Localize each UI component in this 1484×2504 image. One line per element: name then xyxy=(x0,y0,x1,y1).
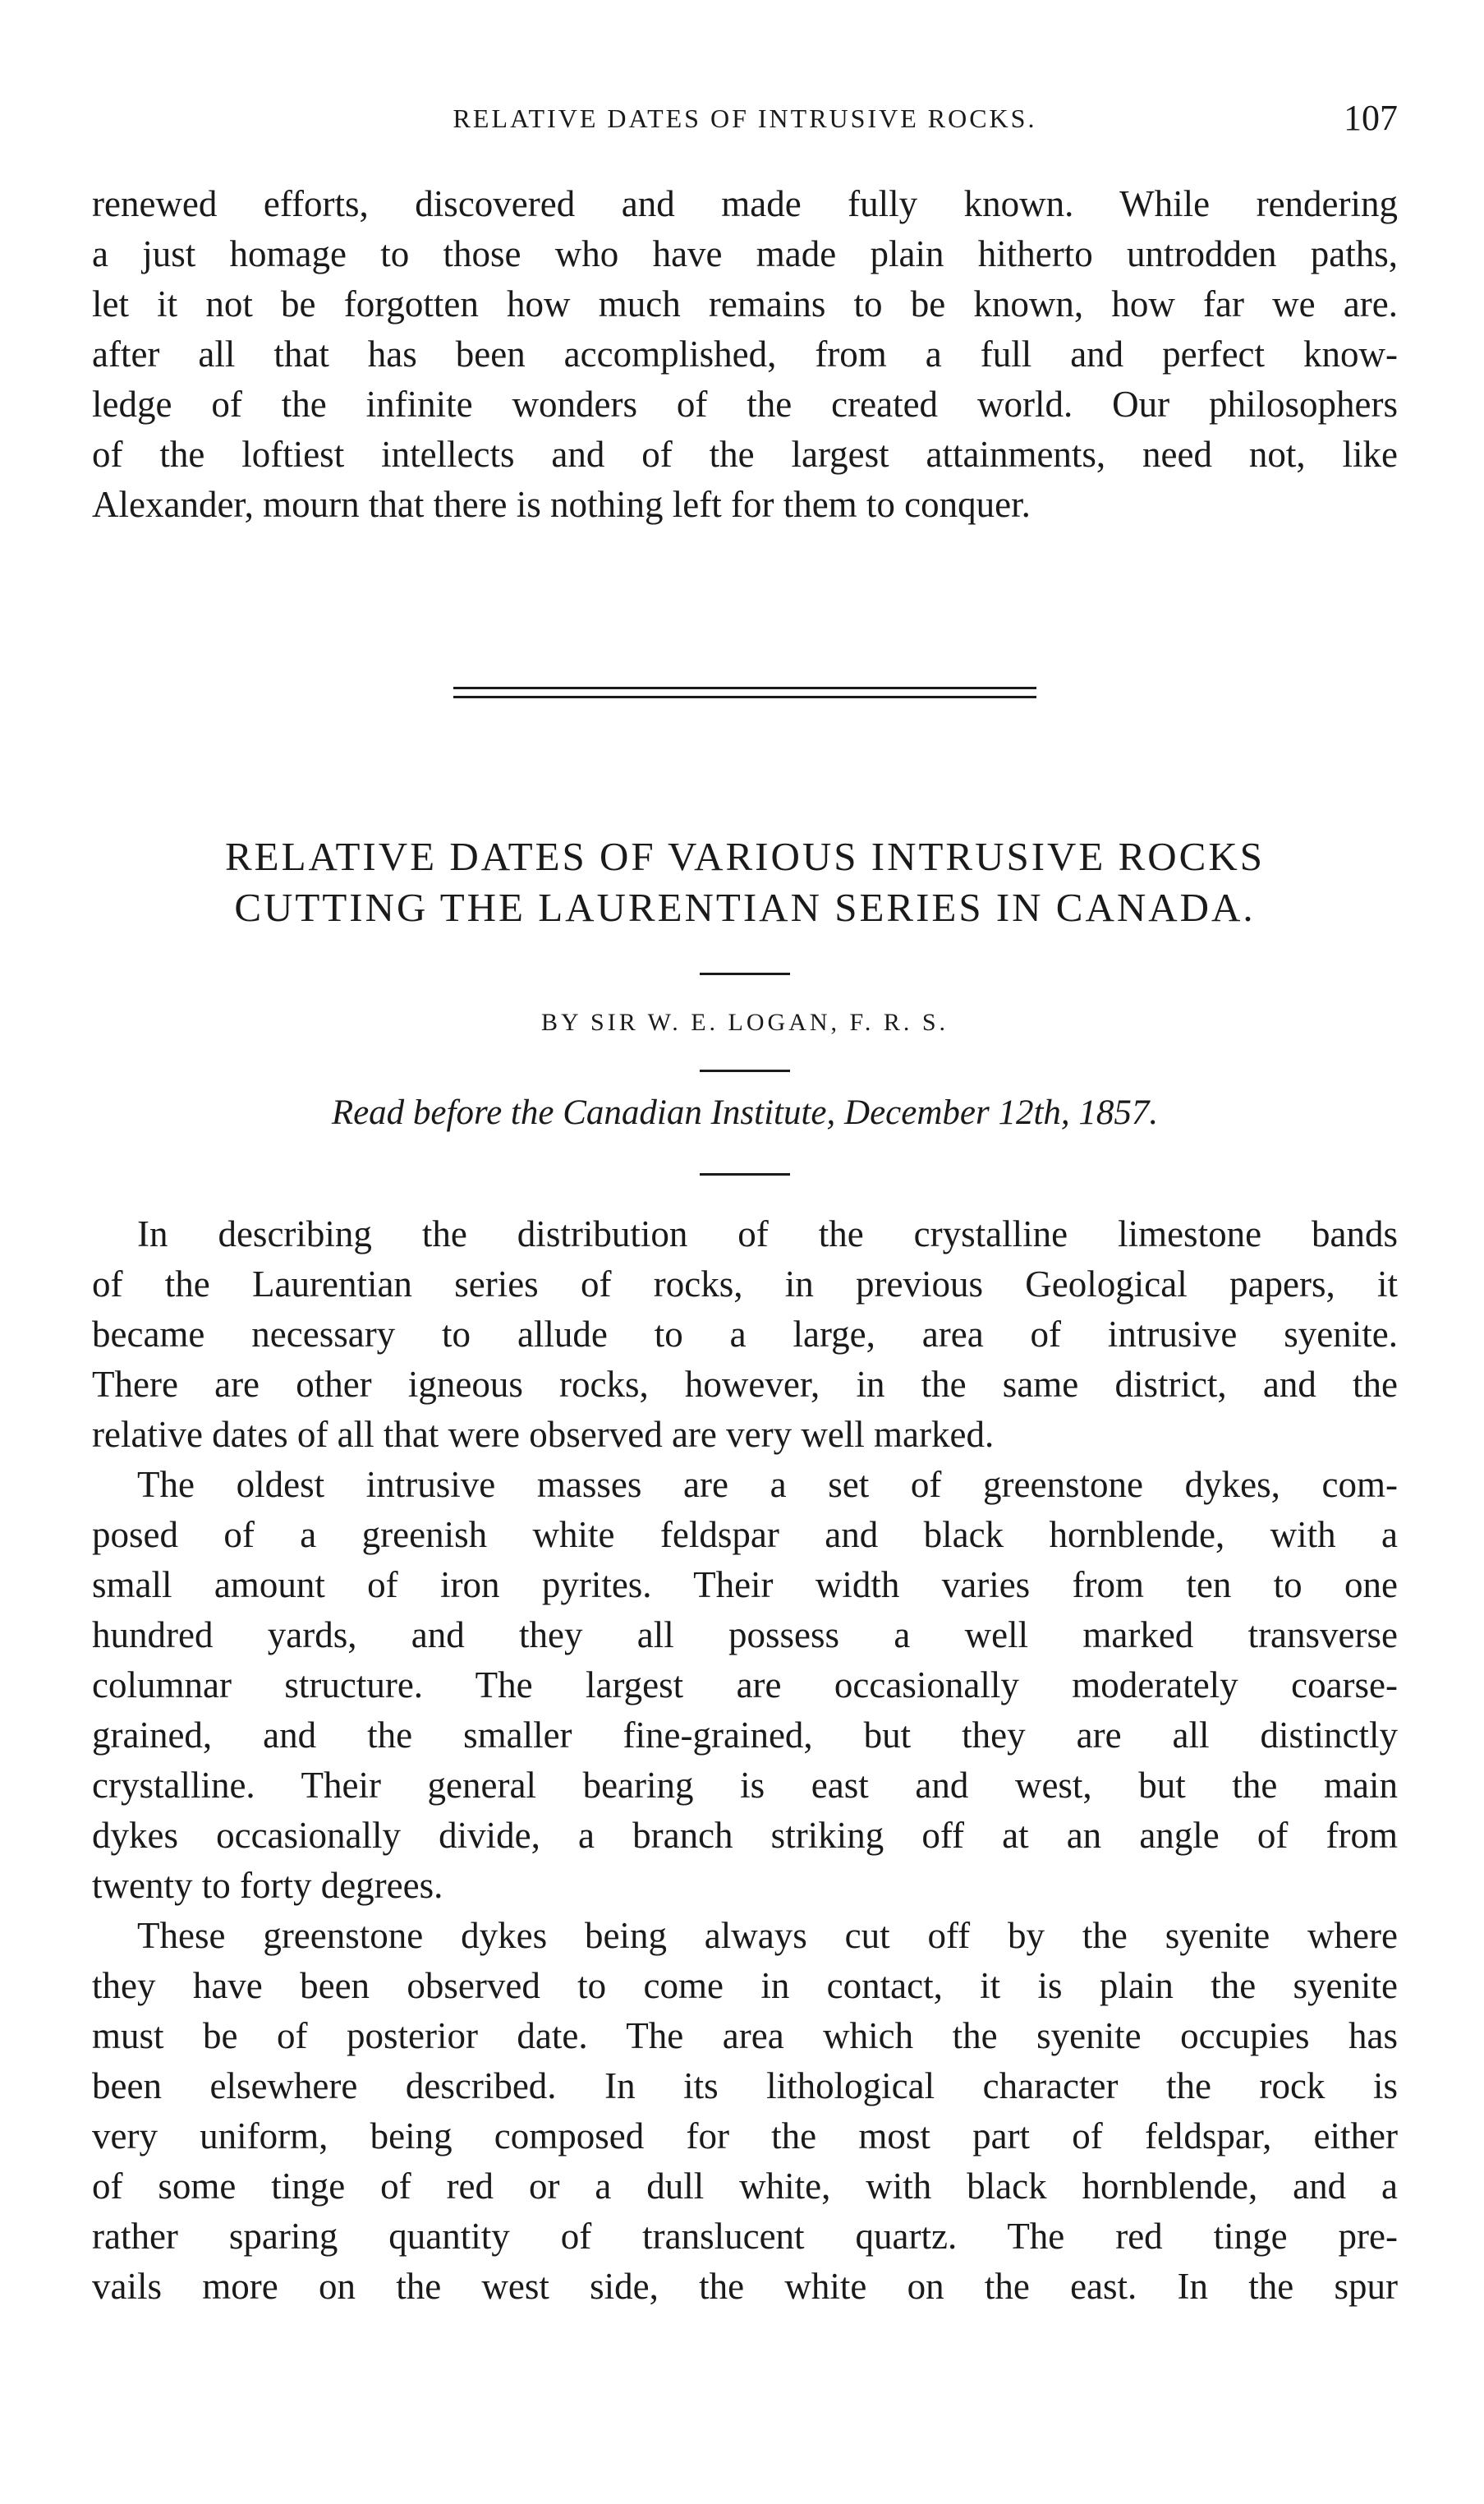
text-line: grained, and the smaller fine-grained, but they are all distinctly xyxy=(92,1715,1398,1756)
text-line: they have been observed to come in contact, it is plain the syenite xyxy=(92,1965,1398,2006)
text-line: small amount of iron pyrites. Their width varies from ten to one xyxy=(92,1564,1398,1605)
text-line: crystalline. Their general bearing is east and west, but the main xyxy=(92,1765,1398,1806)
text-line: relative dates of all that were observed are very well marked. xyxy=(92,1414,995,1455)
title-line: RELATIVE DATES OF VARIOUS INTRUSIVE ROCKS xyxy=(225,834,1265,879)
body-paragraph xyxy=(92,1209,1398,1460)
text-line: of the Laurentian series of rocks, in previous Geological papers, it xyxy=(92,1264,1398,1305)
previous-article-paragraph xyxy=(92,179,1398,530)
text-line: let it not be forgotten how much remains to be known, how far we are. xyxy=(92,283,1398,325)
text-line: Alexander, mourn that there is nothing left for them to conquer. xyxy=(92,484,1031,525)
title-rule xyxy=(700,973,790,975)
article-title xyxy=(92,831,1398,933)
text-line: These greenstone dykes being always cut off by the syenite where xyxy=(137,1915,1398,1956)
text-line: vails more on the west side, the white on the east. In the spur xyxy=(92,2266,1398,2307)
header-end-rule xyxy=(700,1173,790,1176)
running-head xyxy=(92,97,1398,146)
text-line: a just homage to those who have made plain hitherto untrodden paths, xyxy=(92,233,1398,274)
section-separator xyxy=(453,687,1036,705)
text-line: posed of a greenish white feldspar and black hornblende, with a xyxy=(92,1514,1398,1555)
text-line: after all that has been accomplished, from a full and perfect know- xyxy=(92,334,1398,375)
page-number: 107 xyxy=(1344,98,1398,138)
separator-rule xyxy=(453,696,1036,698)
text-line: rather sparing quantity of translucent quartz. The red tinge pre- xyxy=(92,2216,1398,2257)
book-page xyxy=(92,0,1398,2504)
body-paragraph xyxy=(92,1911,1398,2312)
text-line: ledge of the infinite wonders of the created world. Our philosophers xyxy=(92,384,1398,425)
text-line: dykes occasionally divide, a branch striking off at an angle of from xyxy=(92,1815,1398,1856)
title-line: CUTTING THE LAURENTIAN SERIES IN CANADA. xyxy=(234,885,1256,930)
byline-rule xyxy=(700,1070,790,1072)
text-line: columnar structure. The largest are occasionally moderately coarse- xyxy=(92,1664,1398,1705)
byline: BY SIR W. E. LOGAN, F. R. S. xyxy=(540,1009,949,1036)
body-paragraph xyxy=(92,1460,1398,1911)
text-line: must be of posterior date. The area which the syenite occupies has xyxy=(92,2015,1398,2056)
text-line: renewed efforts, discovered and made fully known. While rendering xyxy=(92,183,1398,224)
text-line: hundred yards, and they all possess a well marked transverse xyxy=(92,1614,1398,1655)
separator-rule xyxy=(453,687,1036,689)
read-before-note: Read before the Canadian Institute, December 12th, 1857. xyxy=(331,1093,1159,1132)
text-line: very uniform, being composed for the most part of feldspar, either xyxy=(92,2115,1398,2156)
text-line: of the loftiest intellects and of the largest attainments, need not, like xyxy=(92,434,1398,475)
text-line: In describing the distribution of the crystalline limestone bands xyxy=(137,1213,1398,1254)
text-line: been elsewhere described. In its lithological character the rock is xyxy=(92,2065,1398,2106)
text-line: twenty to forty degrees. xyxy=(92,1865,443,1906)
running-title: RELATIVE DATES OF INTRUSIVE ROCKS. xyxy=(453,104,1037,133)
text-line: The oldest intrusive masses are a set of greenstone dykes, com- xyxy=(137,1464,1398,1505)
text-line: There are other igneous rocks, however, in the same district, and the xyxy=(92,1364,1398,1405)
text-line: of some tinge of red or a dull white, with black hornblende, and a xyxy=(92,2166,1398,2207)
text-line: became necessary to allude to a large, area of intrusive syenite. xyxy=(92,1314,1398,1355)
